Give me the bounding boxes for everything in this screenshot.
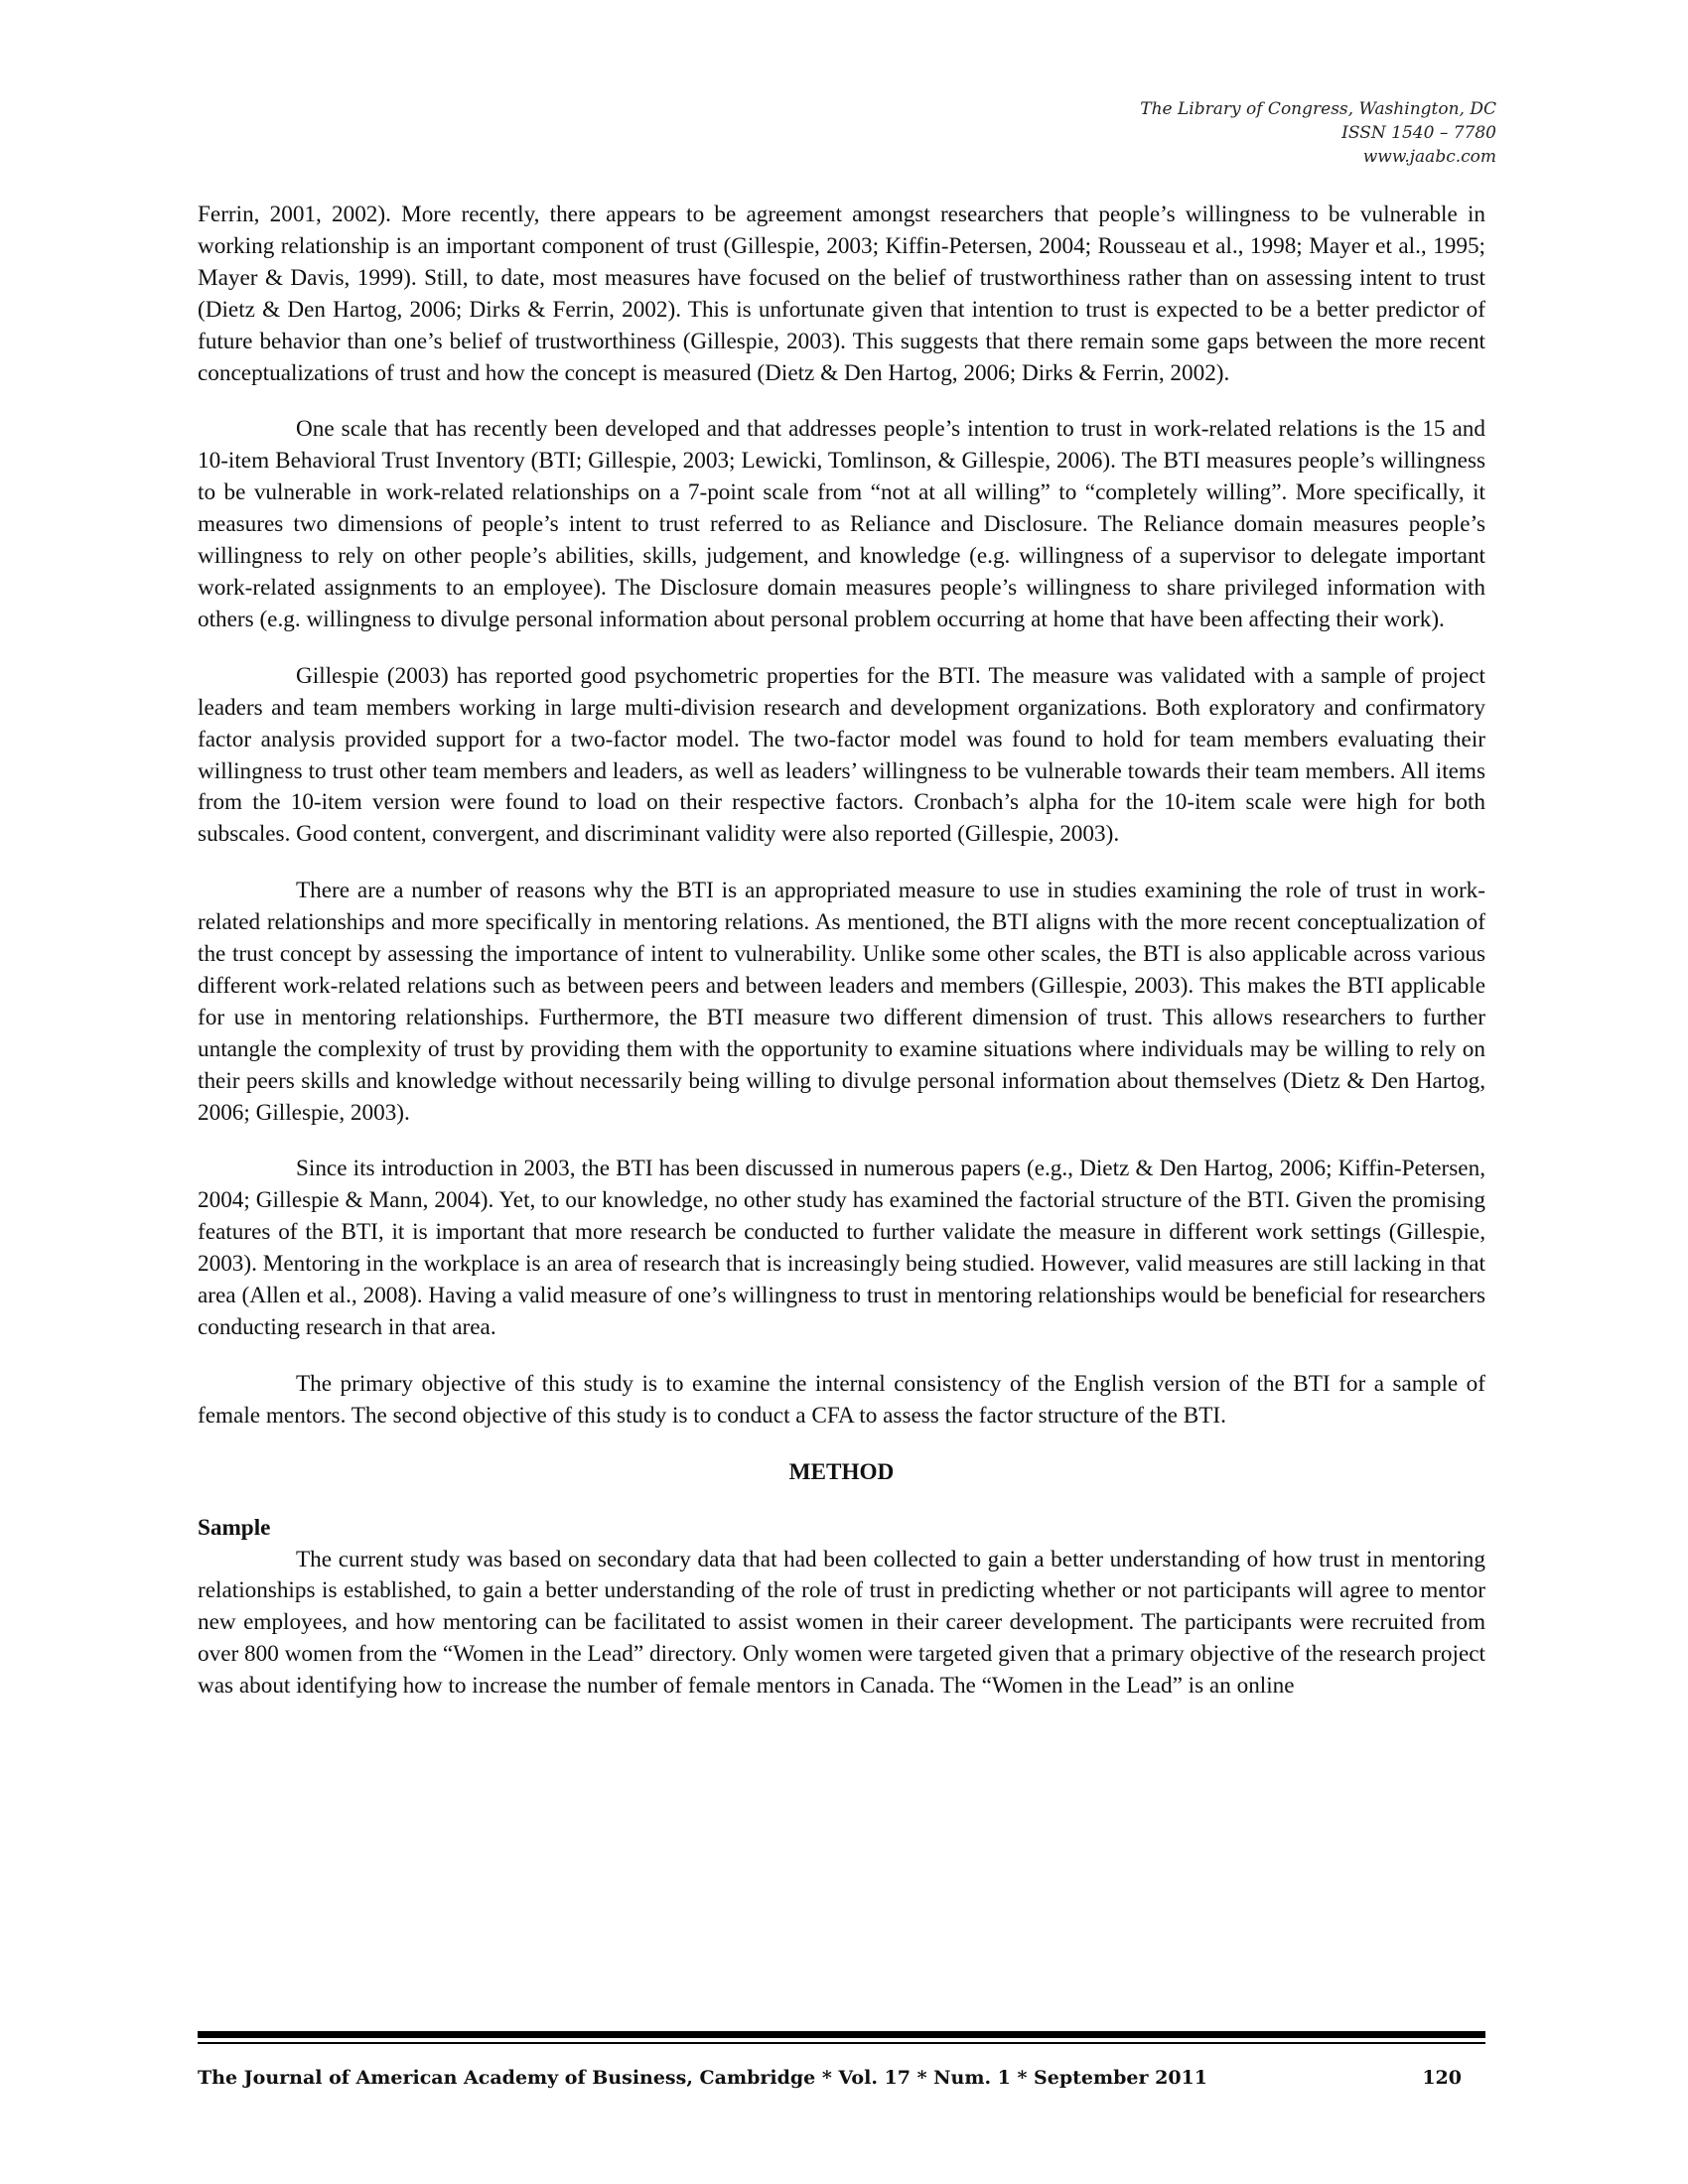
- paragraph-introduction-2003: Since its introduction in 2003, the BTI has been discussed in numerous papers (e.g., Dietz & Den Hartog, 2006; Kiffin-Petersen, 2004; Gillespie & Mann, 2004). Yet, to our knowledge, no other study has examined the factorial structure of the BTI. Given the promising features of the BTI, it is important that more research be conducted to further validate the measure in different work settings (Gillespie, 2003). Mentoring in the workplace is an area of research that is increasingly being studied. However, valid measures are still lacking in that area (Allen et al., 2008). Having a valid measure of one’s willingness to trust in mentoring relationships would be beneficial for researchers conducting research in that area.: [198, 1156, 1485, 1340]
- paragraph-continued: Ferrin, 2001, 2002). More recently, there appears to be agreement amongst researchers that people’s willingness to be vulnerable in working relationship is an important component of trust (Gillespie, 2003; Kiffin-Petersen, 2004; Rousseau et al., 1998; Mayer et al., 1995; Mayer & Davis, 1999). Still, to date, most measures have focused on the belief of trustworthiness rather than on assessing intent to trust (Dietz & Den Hartog, 2006; Dirks & Ferrin, 2002). This is unfortunate given that intention to trust is expected to be a better predictor of future behavior than one’s belief of trustworthiness (Gillespie, 2003). This suggests that there remain some gaps between the more recent conceptualizations of trust and how the concept is measured (Dietz & Den Hartog, 2006; Dirks & Ferrin, 2002).: [198, 202, 1485, 386]
- paragraph-bti-intro: One scale that has recently been developed and that addresses people’s intention to trust in work-related relations is the 15 and 10-item Behavioral Trust Inventory (BTI; Gillespie, 2003; Lewicki, Tomlinson, & Gillespie, 2006). The BTI measures people’s willingness to be vulnerable in work-related relationships on a 7-point scale from “not at all willing” to “completely willing”. More specifically, it measures two dimensions of people’s intent to trust referred to as Reliance and Disclosure. The Reliance domain measures people’s willingness to rely on other people’s abilities, skills, judgement, and knowledge (e.g. willingness of a supervisor to delegate important work-related assignments to an employee). The Disclosure domain measures people’s willingness to share privileged information with others (e.g. willingness to divulge personal information about personal problem occurring at home that have been affecting their work).: [198, 416, 1485, 632]
- header-publisher: The Library of Congress, Washington, DC: [1140, 99, 1496, 119]
- subheading-sample: Sample: [198, 1514, 271, 1541]
- running-footer: [198, 2063, 1485, 2093]
- paragraph-reasons: There are a number of reasons why the BTI is an appropriated measure to use in studies examining the role of trust in work-related relationships and more specifically in mentoring relations. As mentioned, the BTI aligns with the more recent conceptualization of the trust concept by assessing the importance of intent to vulnerability. Unlike some other scales, the BTI is also applicable across various different work-related relations such as between peers and between leaders and members (Gillespie, 2003). This makes the BTI applicable for use in mentoring relationships. Furthermore, the BTI measure two different dimension of trust. This allows researchers to further untangle the complexity of trust by providing them with the opportunity to examine situations where individuals may be willing to rely on their peers skills and knowledge without necessarily being willing to divulge personal information about themselves (Dietz & Den Hartog, 2006; Gillespie, 2003).: [198, 878, 1485, 1126]
- section-heading-method: METHOD: [788, 1458, 895, 1485]
- running-header: [801, 97, 1496, 169]
- page-number: 120: [1422, 2067, 1462, 2089]
- paragraph-sample: The current study was based on secondary data that had been collected to gain a better understanding of how trust in mentoring relationships is established, to gain a better understanding of the role of trust in predicting whether or not participants will agree to mentor new employees, and how mentoring can be facilitated to assist women in their career development. The participants were recruited from over 800 women from the “Women in the Lead” directory. Only women were targeted given that a primary objective of the research project was about identifying how to increase the number of female mentors in Canada. The “Women in the Lead” is an online: [198, 1546, 1485, 1700]
- paragraph-psychometrics: Gillespie (2003) has reported good psychometric properties for the BTI. The measure was validated with a sample of project leaders and team members working in large multi-division research and development organizations. Both exploratory and confirmatory factor analysis provided support for a two-factor model. The two-factor model was found to hold for team members evaluating their willingness to trust other team members and leaders, as well as leaders’ willingness to be vulnerable towards their team members. All items from the 10-item version were found to load on their respective factors. Cronbach’s alpha for the 10-item scale were high for both subscales. Good content, convergent, and discriminant validity were also reported (Gillespie, 2003).: [198, 662, 1485, 848]
- footer-rule-thin: [198, 2042, 1485, 2044]
- footer-rule-thick: [198, 2031, 1485, 2038]
- header-website: www.jaabc.com: [1362, 147, 1496, 167]
- header-issn: ISSN 1540 – 7780: [1341, 123, 1496, 143]
- footer-journal-citation: The Journal of American Academy of Business, Cambridge * Vol. 17 * Num. 1 * September 2011: [198, 2067, 1208, 2089]
- paragraph-objectives: The primary objective of this study is to examine the internal consistency of the English version of the BTI for a sample of female mentors. The second objective of this study is to conduct a CFA to assess the factor structure of the BTI.: [198, 1370, 1485, 1429]
- article-body: [198, 200, 1485, 1703]
